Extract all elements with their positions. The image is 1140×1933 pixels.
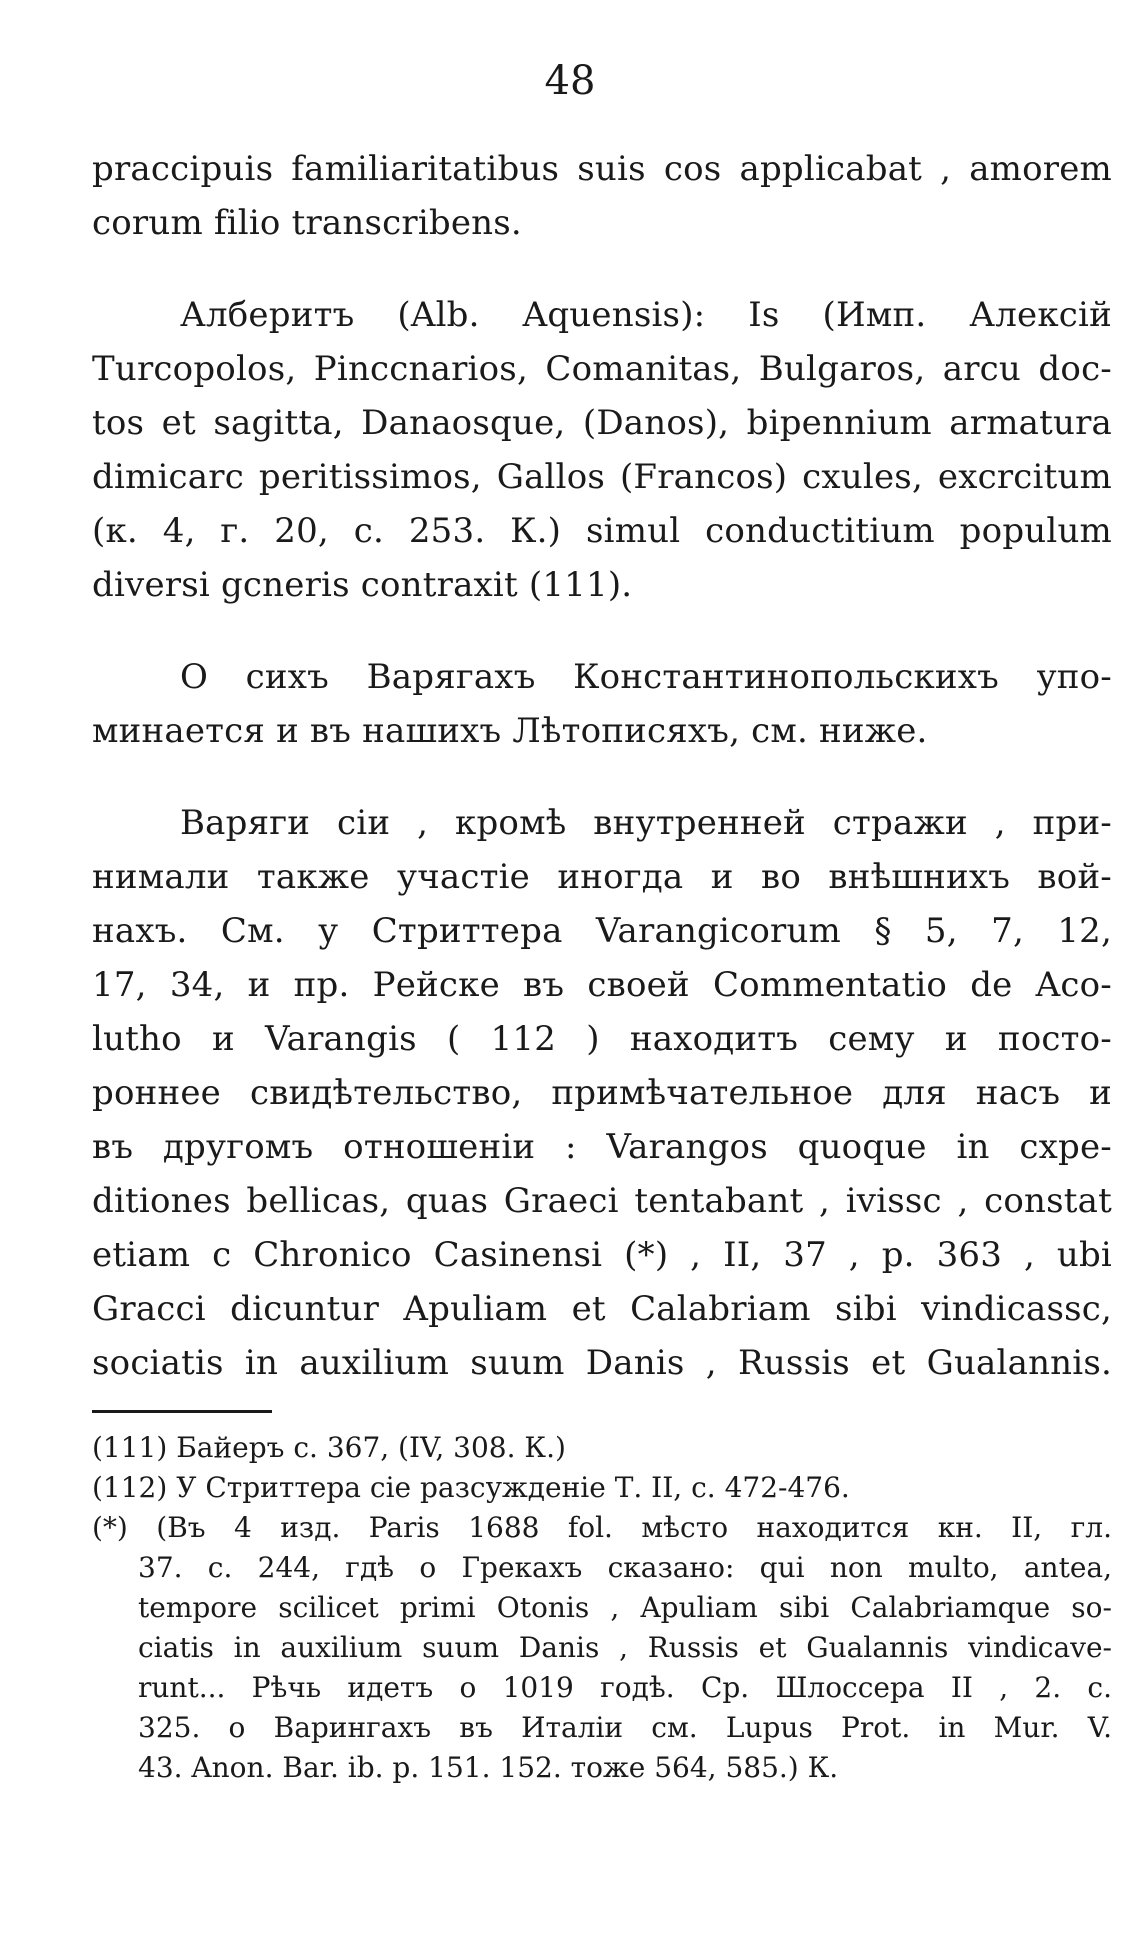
text-line: Turcopolos, Pinccnarios, Comanitas, Bulgaros, arcu doc- [92, 349, 1112, 389]
text-line: роннее свидѣтельство, примѣчательное для насъ и [92, 1073, 1112, 1113]
footnote-line: 43. Anon. Bar. ib. p. 151. 152. тоже 564, 585.) К. [138, 1751, 839, 1784]
text-line: въ другомъ отношеніи : Varangos quoque in cxpe- [92, 1127, 1112, 1167]
text-line: sociatis in auxilium suum Danis , Russis et Gualannis. [92, 1343, 1112, 1383]
footnote-line: 325. о Варингахъ въ Италіи см. Lupus Prot. in Mur. V. [138, 1711, 1112, 1744]
text-line: Алберитъ (Alb. Aquensis): Is (Имп. Алексій [180, 295, 1112, 335]
footnote-112: (112) У Стриттера сіе разсужденіе Т. II, с. 472-476. [92, 1471, 850, 1504]
text-line: (к. 4, г. 20, с. 253. К.) simul conductitium populum [92, 511, 1112, 551]
text-line: dimicarc peritissimos, Gallos (Francos) cxules, excrcitum [92, 457, 1112, 497]
text-line: нахъ. См. у Стриттера Varangicorum § 5, 7, 12, [92, 911, 1112, 951]
text-line: 17, 34, и пр. Рейске въ своей Commentatio de Aco- [92, 965, 1112, 1005]
paragraph-1 [92, 142, 1112, 250]
text-line: tos et sagitta, Danaosque, (Danos), bipennium armatura [92, 403, 1112, 443]
paragraph-4 [92, 796, 1112, 1390]
text-line: diversi gcneris contraxit (111). [92, 565, 633, 605]
text-line: ditiones bellicas, quas Graeci tentabant , ivissc , constat [92, 1181, 1112, 1221]
text-line: Варяги сіи , кромѣ внутренней стражи , при- [180, 803, 1112, 843]
footnote-line: ciatis in auxilium suum Danis , Russis et Gualannis vindicave- [138, 1631, 1112, 1664]
footnote-divider [92, 1410, 272, 1413]
text-line: минается и въ нашихъ Лѣтописяхъ, см. ниже. [92, 711, 928, 751]
text-line: О сихъ Варягахъ Константинопольскихъ упо- [180, 657, 1112, 697]
paragraph-3 [92, 650, 1112, 758]
text-line: lutho и Varangis ( 112 ) находитъ сему и посто- [92, 1019, 1112, 1059]
footnote-line: tempore scilicet primi Otonis , Apuliam sibi Calabriamque so- [138, 1591, 1112, 1624]
paragraph-2 [92, 288, 1112, 612]
text-line: Gracci dicuntur Apuliam et Calabriam sibi vindicassc, [92, 1289, 1112, 1329]
page-number: 48 [544, 58, 596, 104]
footnote-asterisk: (*) (Въ 4 изд. Paris 1688 fol. мѣсто находится кн. II, гл. [92, 1511, 1112, 1544]
text-line: corum filio transcribens. [92, 203, 522, 243]
text-line: praccipuis familiaritatibus suis cos applicabat , amorem [92, 149, 1112, 189]
footnote-line: runt... Рѣчь идетъ о 1019 годѣ. Ср. Шлоссера II , 2. с. [138, 1671, 1112, 1704]
text-line: нимали также участіе иногда и во внѣшнихъ вой- [92, 857, 1112, 897]
footnote-line: 37. с. 244, гдѣ о Грекахъ сказано: qui non multo, antea, [138, 1551, 1112, 1584]
footnote-111: (111) Байеръ с. 367, (IV, 308. К.) [92, 1431, 566, 1464]
body-text [92, 142, 1112, 1390]
footnotes [92, 1428, 1112, 1788]
text-line: etiam c Chronico Casinensi (*) , II, 37 , p. 363 , ubi [92, 1235, 1112, 1275]
